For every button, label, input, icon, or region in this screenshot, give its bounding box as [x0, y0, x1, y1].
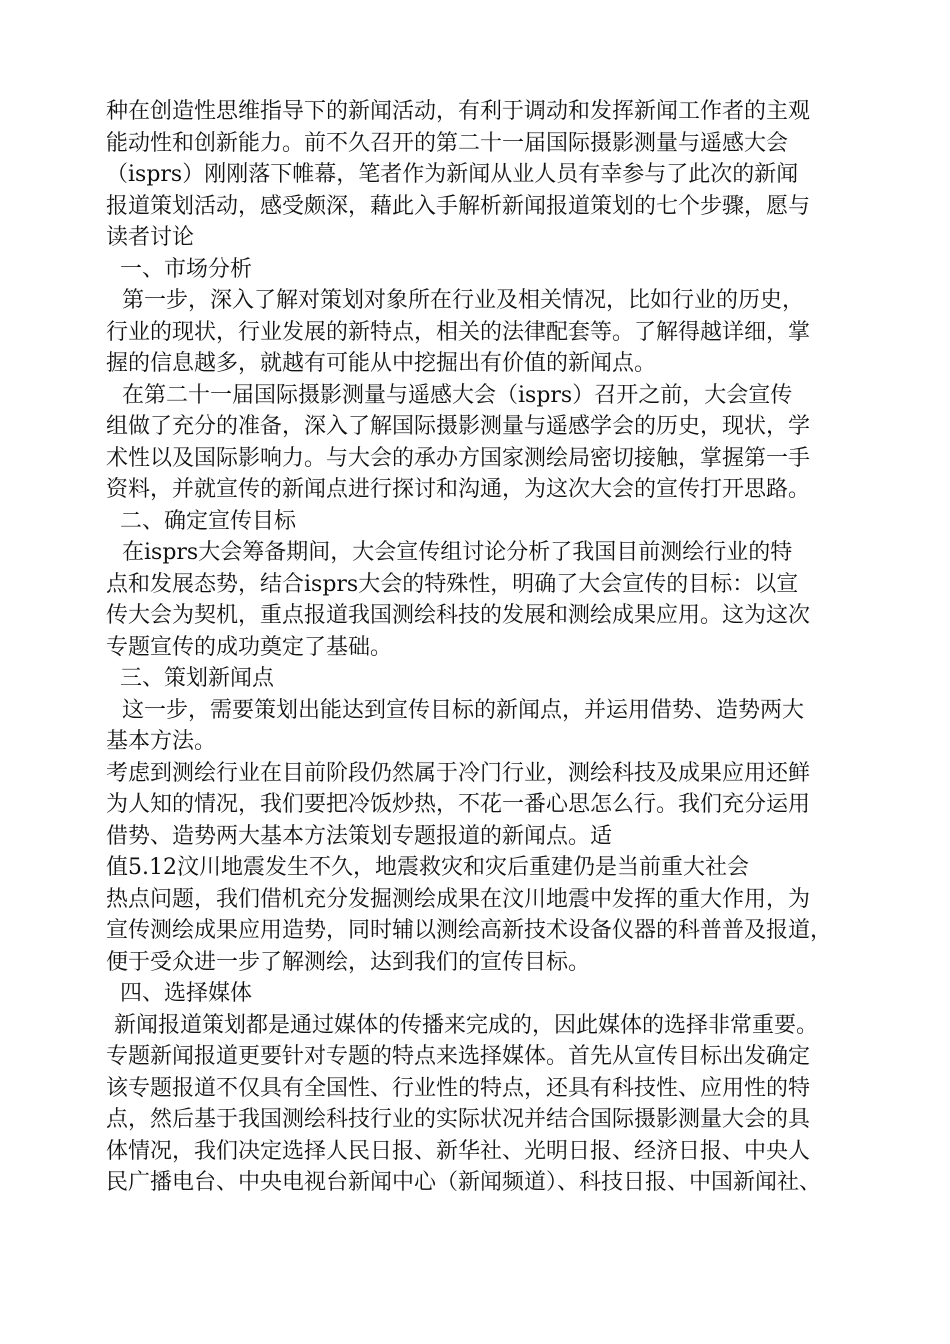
- section-heading: 四、选择媒体: [120, 981, 253, 1006]
- text-line: 点，然后基于我国测绘科技行业的实际状况并结合国际摄影测量大会的具: [106, 1107, 811, 1132]
- section-heading: 一、市场分析: [120, 256, 253, 282]
- text-line: 便于受众进一步了解测绘，达到我们的宣传目标。: [106, 949, 591, 975]
- text-line: 术性以及国际影响力。与大会的承办方国家测绘局密切接触，掌握第一手: [106, 445, 811, 471]
- text-line: 专题宣传的成功奠定了基础。: [106, 634, 393, 660]
- text-line: 新闻报道策划都是通过媒体的传播来完成的，因此媒体的选择非常重要。: [114, 1012, 819, 1038]
- text-line: 第一步，深入了解对策划对象所在行业及相关情况，比如行业的历史，: [122, 288, 805, 313]
- text-line: 握的信息越多，就越有可能从中挖掘出有价值的新闻点。: [106, 351, 657, 376]
- text-line: 基本方法。: [106, 729, 217, 754]
- text-line: 在isprs大会筹备期间，大会宣传组讨论分析了我国目前测绘行业的特: [122, 540, 793, 565]
- text-line: 能动性和创新能力。前不久召开的第二十一届国际摄影测量与遥感大会: [106, 130, 789, 156]
- text-line: 考虑到测绘行业在目前阶段仍然属于冷门行业，测绘科技及成果应用还鲜: [106, 760, 811, 786]
- text-line: 种在创造性思维指导下的新闻活动，有利于调动和发挥新闻工作者的主观: [106, 99, 811, 124]
- text-line: 借势、造势两大基本方法策划专题报道的新闻点。适: [106, 823, 613, 849]
- text-line: 报道策划活动，感受颇深，藉此入手解析新闻报道策划的七个步骤，愿与: [106, 193, 811, 219]
- text-line: 读者讨论: [106, 225, 195, 250]
- text-line: 这一步，需要策划出能达到宣传目标的新闻点，并运用借势、造势两大: [122, 697, 805, 723]
- text-line: 热点问题，我们借机充分发掘测绘成果在汶川地震中发挥的重大作用，为: [106, 886, 811, 912]
- section-heading: 二、确定宣传目标: [120, 508, 297, 534]
- text-line: 传大会为契机，重点报道我国测绘科技的发展和测绘成果应用。这为这次: [106, 603, 811, 628]
- text-line: 点和发展态势，结合isprs大会的特殊性，明确了大会宣传的目标：以宣: [106, 571, 799, 597]
- text-line: 宣传测绘成果应用造势，同时辅以测绘高新技术设备仪器的科普普及报道，: [106, 918, 833, 943]
- section-heading: 三、策划新闻点: [120, 666, 275, 691]
- text-line: 行业的现状，行业发展的新特点，相关的法律配套等。了解得越详细，掌: [106, 319, 811, 345]
- text-line: 在第二十一届国际摄影测量与遥感大会（isprs）召开之前，大会宣传: [122, 382, 793, 408]
- text-line: 值5.12汶川地震发生不久，地震救灾和灾后重建仍是当前重大社会: [106, 855, 749, 880]
- text-line: 民广播电台、中央电视台新闻中心（新闻频道）、科技日报、中国新闻社、: [106, 1170, 822, 1195]
- text-line: 体情况，我们决定选择人民日报、新华社、光明日报、经济日报、中央人: [106, 1138, 811, 1164]
- text-line: 资料，并就宣传的新闻点进行探讨和沟通，为这次大会的宣传打开思路。: [106, 477, 811, 502]
- document-body: [106, 96, 866, 1199]
- text-line: 组做了充分的准备，深入了解国际摄影测量与遥感学会的历史，现状，学: [106, 414, 811, 439]
- text-line: 为人知的情况，我们要把冷饭炒热，不花一番心思怎么行。我们充分运用: [106, 792, 811, 817]
- text-line: 该专题报道不仅具有全国性、行业性的特点，还具有科技性、应用性的特: [106, 1075, 811, 1101]
- text-line: （isprs）刚刚落下帷幕，笔者作为新闻从业人员有幸参与了此次的新闻: [106, 162, 799, 187]
- text-line: 专题新闻报道更要针对专题的特点来选择媒体。首先从宣传目标出发确定: [106, 1044, 811, 1069]
